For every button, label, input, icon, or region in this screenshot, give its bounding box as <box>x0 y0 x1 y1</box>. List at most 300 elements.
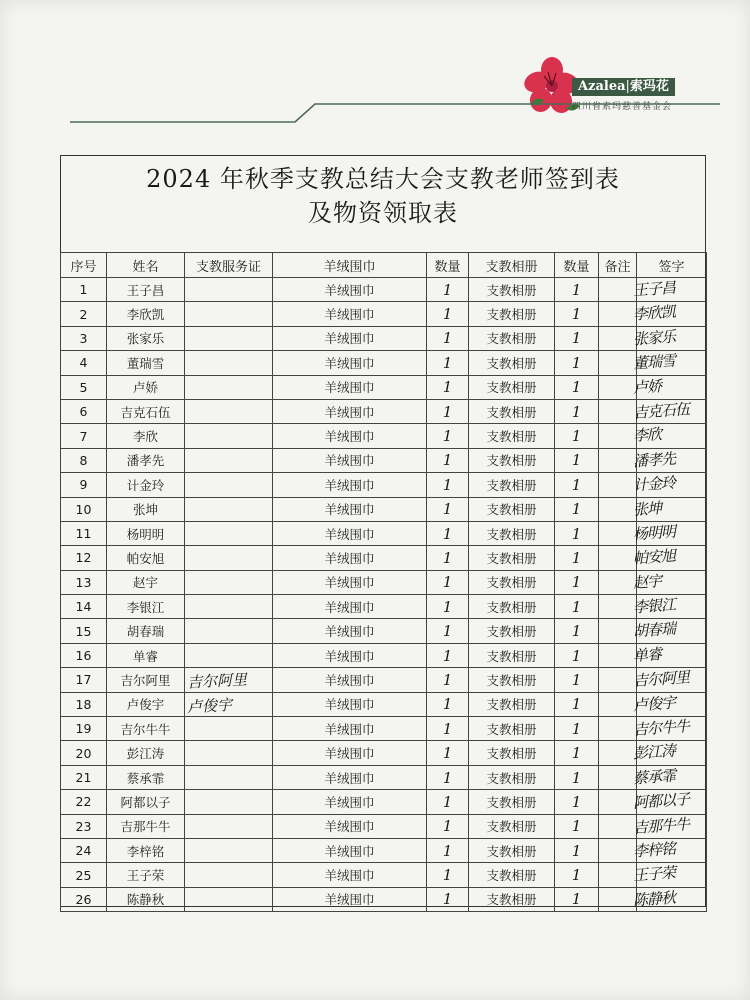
row-number: 11 <box>61 521 107 545</box>
row-number: 21 <box>61 765 107 789</box>
row-number: 24 <box>61 838 107 862</box>
row-number: 12 <box>61 546 107 570</box>
service-cert-cell <box>185 278 273 302</box>
scarf-quantity: 1 <box>427 838 469 862</box>
row-number: 8 <box>61 448 107 472</box>
scarf-item: 羊绒围巾 <box>273 790 427 814</box>
scarf-quantity: 1 <box>427 351 469 375</box>
scarf-quantity: 1 <box>427 741 469 765</box>
album-quantity: 1 <box>555 765 599 789</box>
handwritten-signature: 王子荣 <box>632 863 676 885</box>
service-cert-cell <box>185 790 273 814</box>
table-row <box>61 351 707 375</box>
teacher-name: 王子荣 <box>107 863 185 887</box>
handwritten-signature: 杨明明 <box>632 522 676 544</box>
table-row <box>61 717 707 741</box>
row-number: 5 <box>61 375 107 399</box>
teacher-name: 蔡承霏 <box>107 765 185 789</box>
service-cert-cell <box>185 717 273 741</box>
handwritten-signature: 王子昌 <box>632 278 676 300</box>
table-row <box>61 595 707 619</box>
album-item: 支教相册 <box>469 838 555 862</box>
scarf-quantity: 1 <box>427 765 469 789</box>
service-cert-cell <box>185 302 273 326</box>
album-quantity: 1 <box>555 717 599 741</box>
handwritten-signature: 潘孝先 <box>632 449 676 471</box>
remarks-cell <box>599 595 637 619</box>
table-row <box>61 326 707 350</box>
table-row <box>61 790 707 814</box>
col-signature-header: 签字 <box>637 253 707 278</box>
scarf-item: 羊绒围巾 <box>273 570 427 594</box>
signature-cell <box>632 473 707 497</box>
teacher-name: 卢娇 <box>107 375 185 399</box>
row-number: 6 <box>61 399 107 423</box>
scarf-item: 羊绒围巾 <box>273 278 427 302</box>
table-row <box>61 375 707 399</box>
table-row <box>61 473 707 497</box>
album-quantity: 1 <box>555 668 599 692</box>
handwritten-signature: 计金玲 <box>632 473 676 495</box>
album-item: 支教相册 <box>469 619 555 643</box>
service-cert-cell <box>185 375 273 399</box>
service-cert-cell <box>185 619 273 643</box>
handwritten-signature: 吉尔牛牛 <box>632 717 690 739</box>
scarf-item: 羊绒围巾 <box>273 741 427 765</box>
album-item: 支教相册 <box>469 497 555 521</box>
service-cert-cell <box>185 741 273 765</box>
row-number: 18 <box>61 692 107 716</box>
scarf-quantity: 1 <box>427 790 469 814</box>
remarks-cell <box>599 692 637 716</box>
signature-cell <box>632 375 707 399</box>
signature-cell <box>632 765 707 789</box>
signature-cell <box>632 863 707 887</box>
col-remarks-header: 备注 <box>599 253 637 278</box>
signature-cell <box>632 619 707 643</box>
album-item: 支教相册 <box>469 546 555 570</box>
teacher-name: 赵宇 <box>107 570 185 594</box>
album-quantity: 1 <box>555 643 599 667</box>
foundation-name: 四川省索玛慈善基金会 <box>572 102 673 112</box>
remarks-cell <box>599 570 637 594</box>
remarks-cell <box>599 448 637 472</box>
scarf-item: 羊绒围巾 <box>273 473 427 497</box>
row-number: 9 <box>61 473 107 497</box>
album-item: 支教相册 <box>469 863 555 887</box>
row-number: 15 <box>61 619 107 643</box>
signature-cell <box>632 814 707 838</box>
remarks-cell <box>599 375 637 399</box>
album-quantity: 1 <box>555 399 599 423</box>
scarf-item: 羊绒围巾 <box>273 717 427 741</box>
teacher-name: 吉那牛牛 <box>107 814 185 838</box>
album-item: 支教相册 <box>469 326 555 350</box>
handwritten-signature: 帕安旭 <box>632 546 676 568</box>
album-quantity: 1 <box>555 570 599 594</box>
row-number: 7 <box>61 424 107 448</box>
album-quantity: 1 <box>555 887 599 911</box>
handwritten-signature: 吉克石伍 <box>632 400 690 422</box>
scarf-item: 羊绒围巾 <box>273 814 427 838</box>
signature-cell <box>632 717 707 741</box>
scarf-quantity: 1 <box>427 473 469 497</box>
teacher-name: 陈静秋 <box>107 887 185 911</box>
album-item: 支教相册 <box>469 790 555 814</box>
scarf-quantity: 1 <box>427 595 469 619</box>
album-quantity: 1 <box>555 546 599 570</box>
remarks-cell <box>599 302 637 326</box>
scarf-item: 羊绒围巾 <box>273 448 427 472</box>
row-number: 20 <box>61 741 107 765</box>
table-row <box>61 814 707 838</box>
table-row <box>61 692 707 716</box>
handwritten-signature: 张坤 <box>632 498 662 519</box>
remarks-cell <box>599 546 637 570</box>
service-cert-cell <box>185 595 273 619</box>
album-item: 支教相册 <box>469 595 555 619</box>
service-cert-cell <box>185 814 273 838</box>
album-item: 支教相册 <box>469 570 555 594</box>
service-cert-cell <box>185 838 273 862</box>
handwritten-signature: 蔡承霏 <box>632 766 676 788</box>
signature-cell <box>632 546 707 570</box>
scarf-quantity: 1 <box>427 668 469 692</box>
album-quantity: 1 <box>555 863 599 887</box>
handwritten-signature: 董瑞雪 <box>632 351 676 373</box>
table-row <box>61 521 707 545</box>
brand-name-cn: 索玛花 <box>629 79 669 94</box>
scarf-item: 羊绒围巾 <box>273 375 427 399</box>
scarf-item: 羊绒围巾 <box>273 863 427 887</box>
album-item: 支教相册 <box>469 278 555 302</box>
album-item: 支教相册 <box>469 302 555 326</box>
handwritten-signature: 彭江涛 <box>632 741 676 763</box>
remarks-cell <box>599 424 637 448</box>
handwritten-signature: 李欣 <box>632 425 662 446</box>
remarks-cell <box>599 643 637 667</box>
remarks-cell <box>599 619 637 643</box>
row-number: 13 <box>61 570 107 594</box>
teacher-name: 吉尔牛牛 <box>107 717 185 741</box>
signature-cell <box>632 302 707 326</box>
signature-cell <box>632 278 707 302</box>
album-quantity: 1 <box>555 838 599 862</box>
album-quantity: 1 <box>555 595 599 619</box>
table-row <box>61 765 707 789</box>
col-album-header: 支教相册 <box>469 253 555 278</box>
row-number: 4 <box>61 351 107 375</box>
album-quantity: 1 <box>555 448 599 472</box>
teacher-name: 董瑞雪 <box>107 351 185 375</box>
handwritten-signature: 吉那牛牛 <box>632 814 690 837</box>
scarf-quantity: 1 <box>427 399 469 423</box>
album-item: 支教相册 <box>469 668 555 692</box>
scarf-quantity: 1 <box>427 448 469 472</box>
album-quantity: 1 <box>555 619 599 643</box>
album-item: 支教相册 <box>469 399 555 423</box>
scarf-quantity: 1 <box>427 424 469 448</box>
album-item: 支教相册 <box>469 741 555 765</box>
scarf-quantity: 1 <box>427 497 469 521</box>
scarf-quantity: 1 <box>427 521 469 545</box>
album-item: 支教相册 <box>469 692 555 716</box>
album-item: 支教相册 <box>469 351 555 375</box>
scarf-item: 羊绒围巾 <box>273 887 427 911</box>
album-quantity: 1 <box>555 473 599 497</box>
row-number: 17 <box>61 668 107 692</box>
album-quantity: 1 <box>555 351 599 375</box>
album-item: 支教相册 <box>469 375 555 399</box>
remarks-cell <box>599 863 637 887</box>
table-row <box>61 668 707 692</box>
table-row <box>61 619 707 643</box>
album-quantity: 1 <box>555 741 599 765</box>
service-cert-cell <box>185 399 273 423</box>
table-row <box>61 448 707 472</box>
remarks-cell <box>599 278 637 302</box>
scarf-quantity: 1 <box>427 814 469 838</box>
album-quantity: 1 <box>555 497 599 521</box>
signature-cell <box>632 424 707 448</box>
row-number: 10 <box>61 497 107 521</box>
signature-cell <box>632 521 707 545</box>
signature-cell <box>632 497 707 521</box>
service-cert-cell <box>185 765 273 789</box>
service-cert-cell <box>185 863 273 887</box>
teacher-name: 计金玲 <box>107 473 185 497</box>
scarf-quantity: 1 <box>427 302 469 326</box>
scarf-quantity: 1 <box>427 717 469 741</box>
service-cert-cell <box>185 887 273 911</box>
table-row <box>61 570 707 594</box>
remarks-cell <box>599 473 637 497</box>
remarks-cell <box>599 351 637 375</box>
row-number: 23 <box>61 814 107 838</box>
album-quantity: 1 <box>555 375 599 399</box>
row-number: 1 <box>61 278 107 302</box>
col-scarf-header: 羊绒围巾 <box>273 253 427 278</box>
table-row <box>61 497 707 521</box>
scarf-item: 羊绒围巾 <box>273 424 427 448</box>
teacher-name: 吉尔阿里 <box>107 668 185 692</box>
service-cert-cell <box>185 473 273 497</box>
album-quantity: 1 <box>555 814 599 838</box>
col-scarf-qty-header: 数量 <box>427 253 469 278</box>
scarf-quantity: 1 <box>427 278 469 302</box>
row-number: 26 <box>61 887 107 911</box>
table-row <box>61 546 707 570</box>
remarks-cell <box>599 668 637 692</box>
remarks-cell <box>599 790 637 814</box>
service-cert-cell <box>185 668 273 692</box>
scarf-item: 羊绒围巾 <box>273 692 427 716</box>
table-row <box>61 863 707 887</box>
handwritten-signature: 李梓铭 <box>632 839 676 861</box>
handwritten-signature: 张家乐 <box>632 327 676 349</box>
scarf-quantity: 1 <box>427 546 469 570</box>
scarf-item: 羊绒围巾 <box>273 302 427 326</box>
service-cert-cell <box>185 570 273 594</box>
scarf-quantity: 1 <box>427 375 469 399</box>
signature-cell <box>632 668 707 692</box>
col-album-qty-header: 数量 <box>555 253 599 278</box>
scarf-item: 羊绒围巾 <box>273 619 427 643</box>
album-item: 支教相册 <box>469 765 555 789</box>
teacher-name: 李银江 <box>107 595 185 619</box>
scarf-item: 羊绒围巾 <box>273 765 427 789</box>
teacher-name: 张坤 <box>107 497 185 521</box>
scarf-quantity: 1 <box>427 326 469 350</box>
album-item: 支教相册 <box>469 887 555 911</box>
row-number: 2 <box>61 302 107 326</box>
signature-cell <box>632 838 707 862</box>
remarks-cell <box>599 497 637 521</box>
signature-cell <box>632 741 707 765</box>
teacher-name: 彭江涛 <box>107 741 185 765</box>
brand-name-en: Azalea <box>578 79 626 94</box>
album-item: 支教相册 <box>469 717 555 741</box>
row-number: 14 <box>61 595 107 619</box>
row-number: 19 <box>61 717 107 741</box>
handwritten-cert-signature: 吉尔阿里 <box>186 670 248 692</box>
handwritten-signature: 李欣凯 <box>632 302 676 324</box>
scarf-item: 羊绒围巾 <box>273 326 427 350</box>
teacher-name: 杨明明 <box>107 521 185 545</box>
remarks-cell <box>599 814 637 838</box>
signature-cell <box>632 570 707 594</box>
scarf-item: 羊绒围巾 <box>273 497 427 521</box>
album-item: 支教相册 <box>469 521 555 545</box>
teacher-name: 吉克石伍 <box>107 399 185 423</box>
handwritten-signature: 赵宇 <box>632 571 662 592</box>
album-quantity: 1 <box>555 521 599 545</box>
table-header-row <box>61 253 707 278</box>
handwritten-signature: 李银江 <box>632 595 676 617</box>
remarks-cell <box>599 326 637 350</box>
teacher-name: 李欣凯 <box>107 302 185 326</box>
service-cert-cell <box>185 351 273 375</box>
service-cert-cell <box>185 326 273 350</box>
remarks-cell <box>599 838 637 862</box>
scarf-item: 羊绒围巾 <box>273 838 427 862</box>
signature-cell <box>632 351 707 375</box>
handwritten-signature: 胡春瑞 <box>632 620 676 641</box>
teacher-name: 王子昌 <box>107 278 185 302</box>
service-cert-cell <box>185 546 273 570</box>
album-item: 支教相册 <box>469 473 555 497</box>
teacher-name: 李梓铭 <box>107 838 185 862</box>
scarf-quantity: 1 <box>427 619 469 643</box>
remarks-cell <box>599 521 637 545</box>
row-number: 25 <box>61 863 107 887</box>
teacher-name: 帕安旭 <box>107 546 185 570</box>
signature-cell <box>632 326 707 350</box>
album-quantity: 1 <box>555 790 599 814</box>
service-cert-cell <box>185 643 273 667</box>
table-row <box>61 278 707 302</box>
table-row <box>61 302 707 326</box>
album-item: 支教相册 <box>469 424 555 448</box>
handwritten-signature: 卢俊宇 <box>632 693 676 715</box>
service-cert-cell <box>185 692 273 716</box>
table-row <box>61 838 707 862</box>
signature-cell <box>632 790 707 814</box>
teacher-name: 张家乐 <box>107 326 185 350</box>
album-quantity: 1 <box>555 424 599 448</box>
table-row <box>61 741 707 765</box>
remarks-cell <box>599 765 637 789</box>
album-quantity: 1 <box>555 692 599 716</box>
sheet-title <box>60 162 706 230</box>
scarf-item: 羊绒围巾 <box>273 399 427 423</box>
service-cert-cell <box>185 497 273 521</box>
teacher-name: 李欣 <box>107 424 185 448</box>
teacher-name: 阿都以子 <box>107 790 185 814</box>
album-quantity: 1 <box>555 278 599 302</box>
remarks-cell <box>599 399 637 423</box>
album-item: 支教相册 <box>469 643 555 667</box>
teacher-name: 单睿 <box>107 643 185 667</box>
handwritten-signature: 阿都以子 <box>632 790 690 813</box>
handwritten-cert-signature: 卢俊宇 <box>186 695 233 716</box>
table-row <box>61 424 707 448</box>
teacher-name: 卢俊宇 <box>107 692 185 716</box>
signature-cell <box>632 595 707 619</box>
signature-cell <box>632 692 707 716</box>
scarf-quantity: 1 <box>427 863 469 887</box>
sign-in-table <box>60 252 707 912</box>
scarf-quantity: 1 <box>427 570 469 594</box>
scarf-quantity: 1 <box>427 692 469 716</box>
signature-cell <box>632 448 707 472</box>
title-line-2: 及物资领取表 <box>308 199 458 227</box>
brand-name: Azalea|索玛花 <box>572 78 675 96</box>
album-item: 支教相册 <box>469 814 555 838</box>
service-cert-cell <box>185 448 273 472</box>
scarf-item: 羊绒围巾 <box>273 546 427 570</box>
scarf-item: 羊绒围巾 <box>273 595 427 619</box>
album-item: 支教相册 <box>469 448 555 472</box>
handwritten-signature: 单睿 <box>632 644 662 665</box>
scarf-item: 羊绒围巾 <box>273 521 427 545</box>
table-row <box>61 887 707 911</box>
album-quantity: 1 <box>555 326 599 350</box>
handwritten-signature: 陈静秋 <box>632 888 676 910</box>
col-name-header: 姓名 <box>107 253 185 278</box>
remarks-cell <box>599 741 637 765</box>
col-number-header: 序号 <box>61 253 107 278</box>
row-number: 3 <box>61 326 107 350</box>
signature-cell <box>632 887 707 911</box>
handwritten-signature: 卢娇 <box>632 376 662 397</box>
title-line-1: 2024 年秋季支教总结大会支教老师签到表 <box>146 165 620 193</box>
table-row <box>61 643 707 667</box>
scarf-quantity: 1 <box>427 643 469 667</box>
remarks-cell <box>599 717 637 741</box>
scarf-item: 羊绒围巾 <box>273 643 427 667</box>
signature-cell <box>632 399 707 423</box>
teacher-name: 潘孝先 <box>107 448 185 472</box>
service-cert-cell <box>185 424 273 448</box>
scarf-quantity: 1 <box>427 887 469 911</box>
teacher-name: 胡春瑞 <box>107 619 185 643</box>
album-quantity: 1 <box>555 302 599 326</box>
row-number: 22 <box>61 790 107 814</box>
remarks-cell <box>599 887 637 911</box>
service-cert-cell <box>185 521 273 545</box>
table-body <box>61 278 707 912</box>
